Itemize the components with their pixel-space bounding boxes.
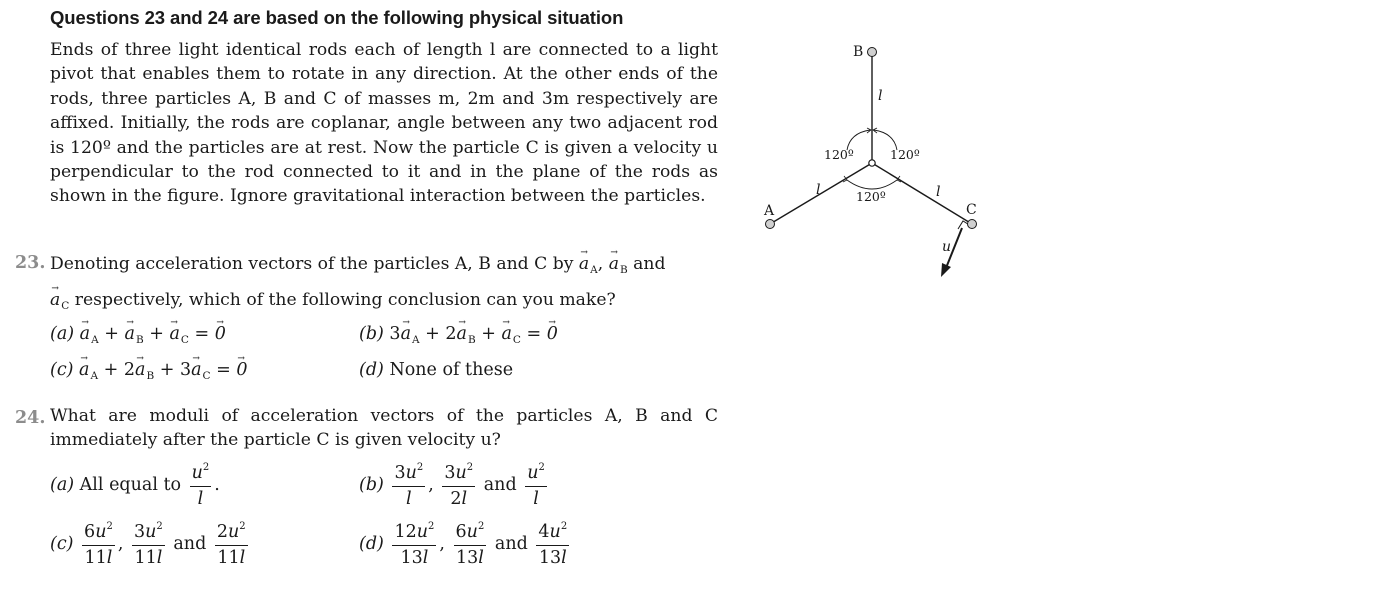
label-velocity: u <box>942 239 952 255</box>
q24-option-c-label: (c) <box>50 534 74 554</box>
q23-option-b[interactable]: (b) $3\to a_A + 2\to a_B$ + → $a_C$ = → 0 <box>359 321 558 353</box>
section-heading: Questions 23 and 24 are based on the following physical situation <box>50 7 624 28</box>
q24-option-d-label: (d) <box>359 534 384 554</box>
label-rod-length-b: l <box>878 88 883 104</box>
q23-comma: , <box>597 254 604 274</box>
angle-arc-bottom <box>847 180 897 189</box>
q23-option-c-label: (c) <box>50 360 74 380</box>
pivot <box>869 160 875 166</box>
q23-option-a-label: (a) <box>50 324 75 344</box>
q24-option-a-text: All equal to <box>79 475 182 495</box>
particle-a <box>766 220 775 229</box>
particle-c <box>968 220 977 229</box>
velocity-arrowhead <box>941 263 951 277</box>
q24-option-c[interactable]: (c) $\frac{6u^2}{11l}$ , $\frac{3u^2}{11l}$ and $\frac{2u^2}{11l}$ <box>50 521 246 568</box>
label-c: C <box>966 202 977 218</box>
q24-option-c-and: and <box>173 534 207 554</box>
label-angle-left: 120º <box>824 147 854 162</box>
q23-option-d-text: None of these <box>389 360 514 380</box>
q23-option-d-label: (d) <box>359 360 384 380</box>
rod-c <box>872 163 972 224</box>
q23-text-line1: Denoting acceleration vectors of the particles A, B and C by <box>50 254 574 274</box>
q23-option-d[interactable] <box>359 357 513 383</box>
q23-option-b-label: (b) <box>359 324 384 344</box>
q23-option-c[interactable]: $(c) \to a_A + 2\to a_B + 3\to a_C$ = → 0 <box>50 357 248 389</box>
label-angle-bottom: 120º <box>856 189 886 204</box>
question-23-number: 23. <box>15 253 46 273</box>
question-24-number: 24. <box>15 408 46 428</box>
q23-option-a[interactable]: $(a) \to a_A$ + → $a_B$ + → $a_C$ = → 0 <box>50 321 226 353</box>
q24-option-a-label: (a) <box>50 475 75 495</box>
q24-option-b[interactable]: (b) $\frac{3u^2}{l}$ , $\frac{3u^2}{2l}$ and $\frac{u^2}{l}$ <box>359 462 545 509</box>
label-rod-length-a: l <box>816 182 821 198</box>
question-24-text: What are moduli of acceleration vectors of the particles A, B and C immediately after the particle C is given velocity u? <box>50 406 718 450</box>
q24-option-b-label: (b) <box>359 475 384 495</box>
label-angle-right: 120º <box>890 147 920 162</box>
q24-option-d-and: and <box>494 534 528 554</box>
q23-and: and <box>633 254 666 274</box>
particle-b <box>868 48 877 57</box>
q24-option-b-and: and <box>483 475 517 495</box>
situation-paragraph: Ends of three light identical rods each of length l are connected to a light pivot that enables them to rotate in any direction. At the other ends of the rods, three particles A, B and C of masses m, 2m and 3m respectively are affixed. Initially, the rods are coplanar, angle between any two adjacent rod is 120º and the particles are at rest. Now the particle C is given a velocity u perpendicular to the rod connected to it and in the plane of the rods as shown in the figure. Ignore gravitational interaction between the particles. <box>50 40 718 207</box>
q23-text-line2: respectively, which of the following conclusion can you make? <box>74 290 616 310</box>
label-a: A <box>764 203 775 219</box>
label-b: B <box>853 44 864 60</box>
q24-option-a[interactable]: (a) All equal to $\frac{u^2}{l}$ . <box>50 462 220 509</box>
rods-figure <box>750 30 1000 290</box>
label-rod-length-c: l <box>936 184 941 200</box>
q24-option-d[interactable]: (d) $\frac{12u^2}{13l}$ , $\frac{6u^2}{13l}$ and $\frac{4u^2}{13l}$ <box>359 521 568 568</box>
question-23-text: Denoting acceleration vectors of the particles A, B and C by → $a_A$, → $a_B$ and → $a_C$ respectively, which of the following conclusion can you make? <box>50 250 730 320</box>
